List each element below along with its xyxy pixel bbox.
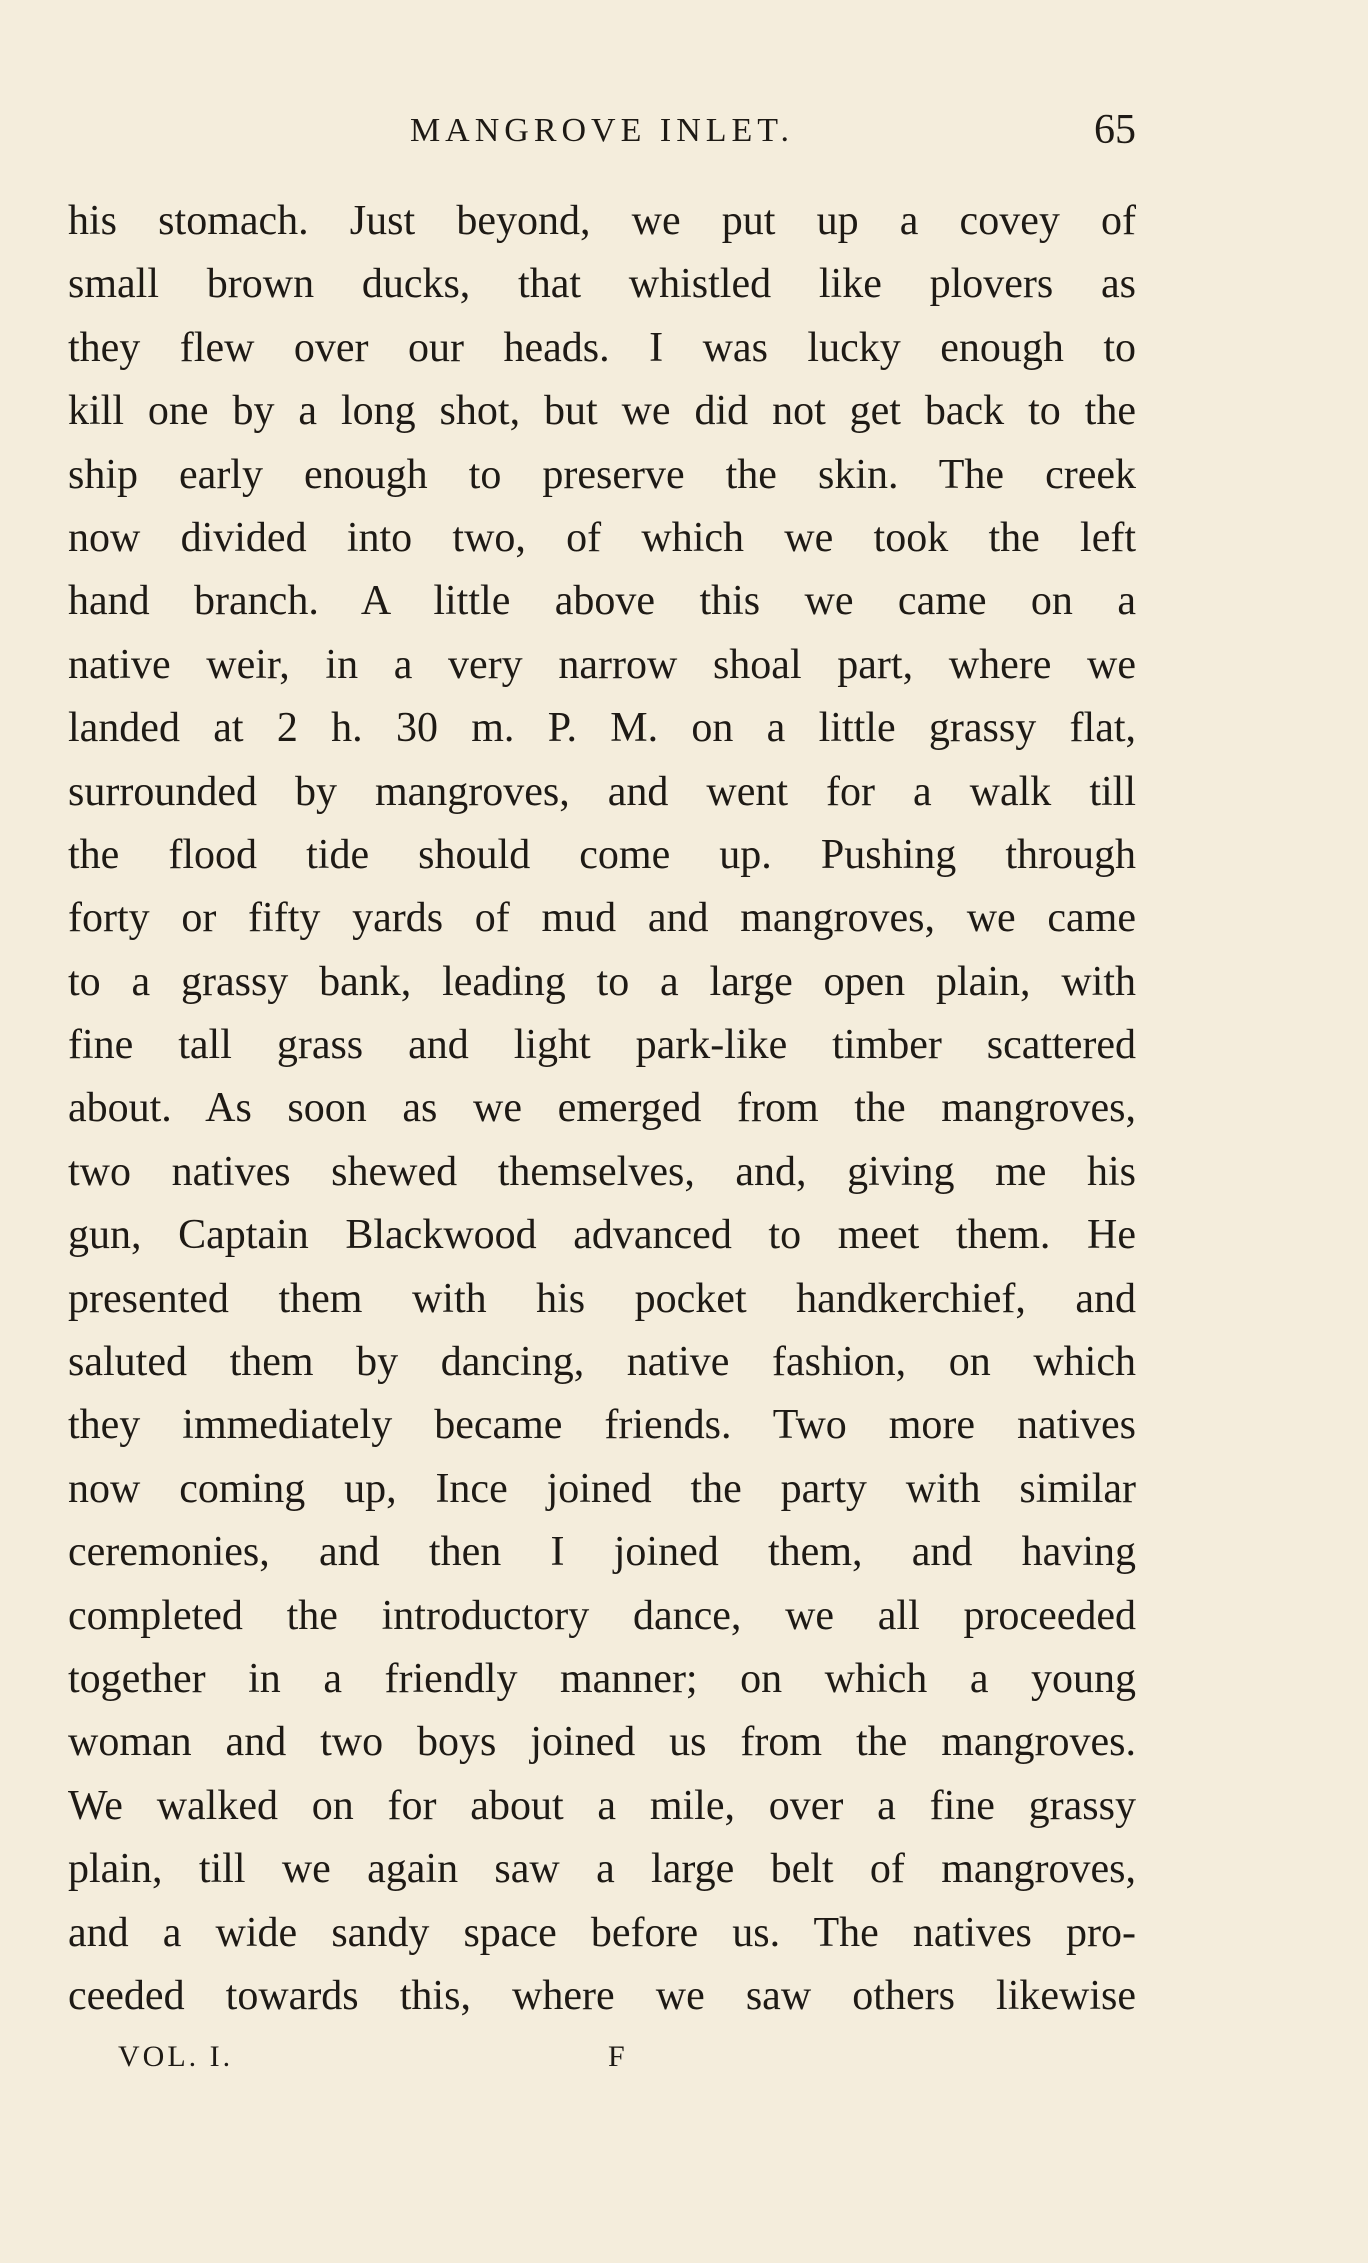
text-line: fine tall grass and light park-like timber scattered [68, 1022, 1136, 1069]
text-line: ship early enough to preserve the skin. The creek [68, 451, 1136, 498]
text-line: they flew over our heads. I was lucky enough to [68, 324, 1136, 371]
text-line: to a grassy bank, leading to a large open plain, with [68, 958, 1136, 1005]
body-text [68, 190, 1136, 2028]
text-line: We walked on for about a mile, over a fine grassy [68, 1782, 1136, 1829]
text-line: surrounded by mangroves, and went for a walk till [68, 768, 1136, 815]
text-line: kill one by a long shot, but we did not get back to the [68, 388, 1136, 435]
text-line: and a wide sandy space before us. The natives pro- [68, 1909, 1136, 1956]
text-line: small brown ducks, that whistled like plovers as [68, 261, 1136, 308]
text-line: they immediately became friends. Two more natives [68, 1402, 1136, 1449]
text-line: now coming up, Ince joined the party with similar [68, 1465, 1136, 1512]
text-line: now divided into two, of which we took the left [68, 514, 1136, 561]
text-line: about. As soon as we emerged from the mangroves, [68, 1085, 1136, 1132]
text-line: his stomach. Just beyond, we put up a covey of [68, 198, 1136, 244]
text-line: plain, till we again saw a large belt of mangroves, [68, 1846, 1136, 1893]
text-line: together in a friendly manner; on which a young [68, 1655, 1136, 1702]
text-line: presented them with his pocket handkerchief, and [68, 1275, 1136, 1322]
page-header [68, 106, 1136, 166]
volume-footer: VOL. I. [118, 2040, 234, 2073]
text-line: ceremonies, and then I joined them, and having [68, 1529, 1136, 1576]
text-line: woman and two boys joined us from the mangroves. [68, 1719, 1136, 1766]
text-line: forty or fifty yards of mud and mangroves, we came [68, 895, 1136, 942]
text-line: gun, Captain Blackwood advanced to meet them. He [68, 1212, 1136, 1259]
text-line: completed the introductory dance, we all proceeded [68, 1592, 1136, 1639]
signature-mark: F [608, 2040, 625, 2073]
text-line: two natives shewed themselves, and, giving me his [68, 1148, 1136, 1195]
text-line: the flood tide should come up. Pushing through [68, 831, 1136, 878]
text-line: saluted them by dancing, native fashion, on which [68, 1339, 1136, 1386]
text-line: native weir, in a very narrow shoal part, where we [68, 641, 1136, 688]
page-number: 65 [1094, 107, 1136, 153]
running-head: MANGROVE INLET. [409, 112, 795, 149]
text-line: ceeded towards this, where we saw others likewise [68, 1972, 1136, 2019]
text-line: landed at 2 h. 30 m. P. M. on a little grassy flat, [68, 705, 1136, 752]
text-line: hand branch. A little above this we came on a [68, 578, 1136, 625]
